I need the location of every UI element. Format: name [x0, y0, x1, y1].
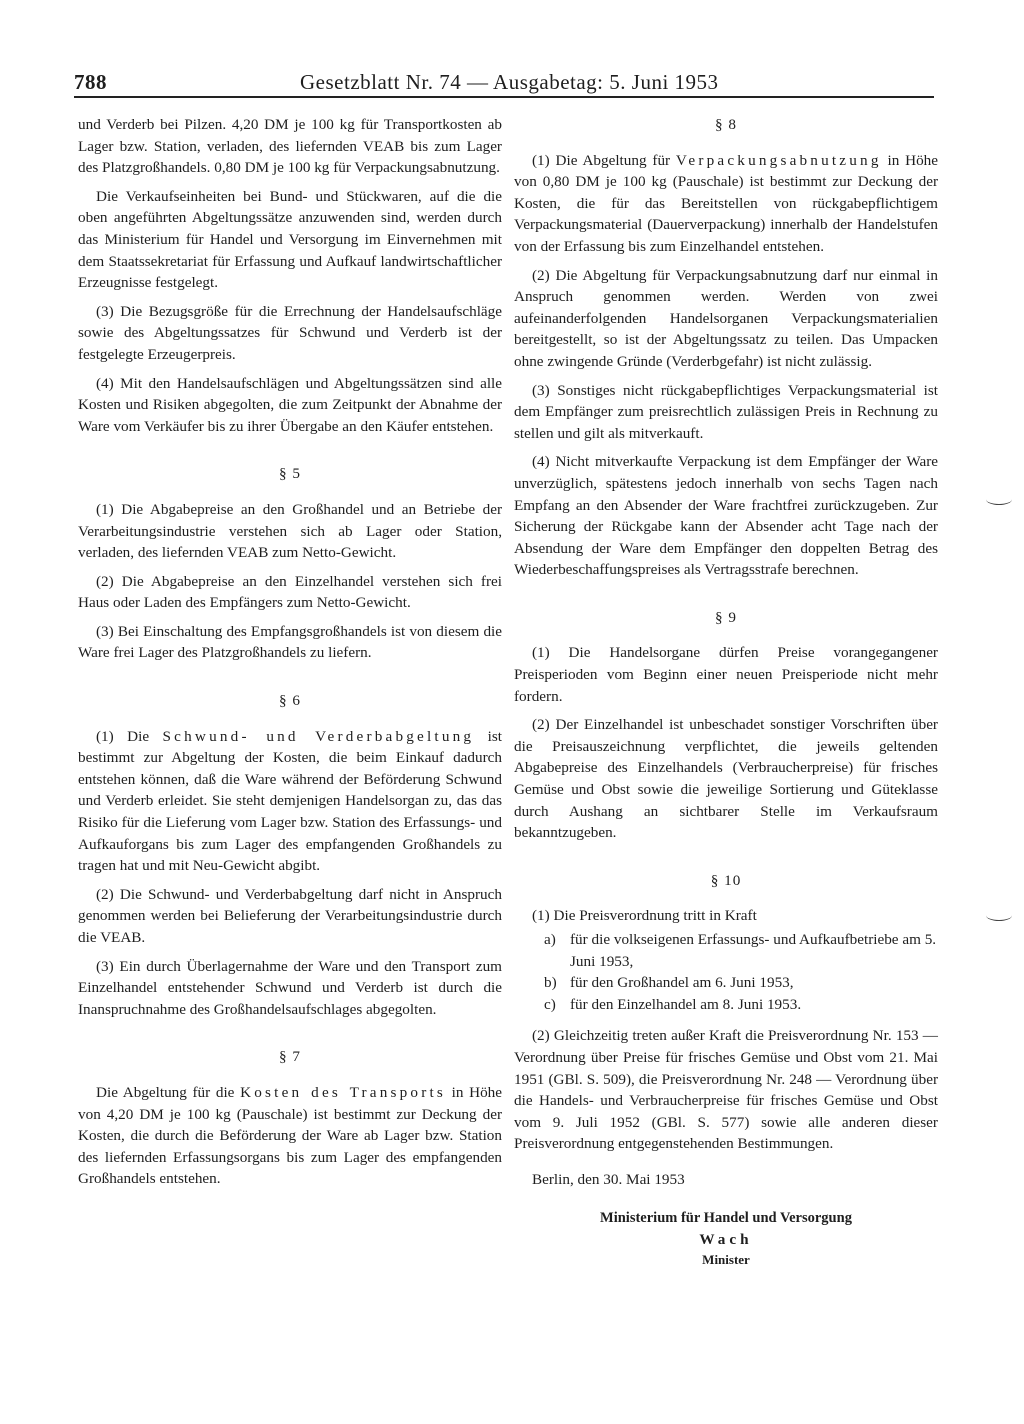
- left-column: [78, 114, 502, 1197]
- margin-mark: [986, 494, 1012, 505]
- paragraph: (2) Der Einzelhandel ist unbeschadet sonstiger Vorschriften über die Preisauszeichnung verpflichtet, die jeweils geltenden Abgabepreise des Einzelhandels (Verbraucherpreise) für frisches Gemüse und Obst sowie die jeweilige Sortierung und Güteklasse durch Aushang an sichtbarer Stelle im Verkaufsraum bekanntzugeben.: [514, 716, 938, 842]
- list-text: für den Großhandel am 6. Juni 1953,: [570, 974, 794, 992]
- text-run: (1) Die: [96, 727, 150, 745]
- right-column: [514, 114, 938, 1269]
- list-item: [544, 972, 938, 994]
- text-run: ist bestimmt zur Abgeltung der Kosten, die beim Einkauf dadurch entstehen können, daß die Ware während der Beförderung Schwund und Verderb erleidet. Sie steht demjenigen Handelsorgan zu, das das Risiko für die Lieferung vom Lager bzw. Station des Erfassungs- und Aufkauforgans bis zum Lager des empfangenden Großhandels zu tragen hat und mit Neu-Gewicht abgibt.: [78, 727, 503, 875]
- spaced-term: Verpackungsabnutzung: [675, 151, 882, 169]
- paragraph: (1) Die Handelsorgane dürfen Preise vorangegangener Preisperioden vom Beginn einer neuen Preisperiode nicht mehr fordern.: [514, 644, 938, 705]
- paragraph: Die Verkaufseinheiten bei Bund- und Stückwaren, auf die die oben angeführten Abgeltungssätze anzuwenden sind, werden durch das Ministerium für Handel und Versorgung im Einvernehmen mit dem Staatssekretariat für Erfassung und Aufkauf landwirtschaftlicher Erzeugnisse festgelegt.: [78, 187, 502, 292]
- signature-name: Wach: [699, 1230, 753, 1248]
- page-header: [74, 70, 934, 98]
- paragraph: [78, 726, 502, 877]
- signature-title: Minister: [702, 1251, 750, 1267]
- paragraph: (4) Nicht mitverkaufte Verpackung ist dem Empfänger der Ware unverzüglich, spätestens jedoch innerhalb von sechs Tagen nach Empfang an den Absender der Ware frachtfrei zurückzugeben. Zur Sicherung der Rückgabe kann der Absender acht Tage nach der Absendung der Ware dem Empfänger den doppelten Betrag des Wiederbeschaffungspreises als Vertragsstrafe berechnen.: [514, 453, 938, 579]
- spaced-term: Schwund- und Verderbabgeltung: [162, 727, 475, 745]
- spaced-term: Kosten des Transports: [240, 1083, 446, 1101]
- section-heading-8: § 8: [715, 116, 737, 133]
- text-run: (1) Die Abgeltung für: [532, 151, 671, 169]
- running-head: Gesetzblatt Nr. 74 — Ausgabetag: 5. Juni 1953: [300, 70, 719, 94]
- paragraph: (2) Die Schwund- und Verderbabgeltung darf nicht in Anspruch genommen werden bei Belieferung der Verarbeitungsindustrie durch die VEAB.: [78, 885, 502, 946]
- header-rule: [74, 96, 934, 98]
- item-list: [532, 929, 938, 1015]
- paragraph: (2) Die Abgeltung für Verpackungsabnutzung darf nur einmal in Anspruch genommen werden. Werden von zwei aufeinanderfolgenden Handelsorganen Verpackungsmaterialien bereitgestellt, so ist der Abgeltungssatz zu teilen. Das Umpacken ohne zwingende Gründe (Verderbgefahr) ist nicht zulässig.: [514, 266, 938, 370]
- paragraph: (1) Die Preisverordnung tritt in Kraft: [532, 907, 757, 925]
- signature-ministry: Ministerium für Handel und Versorgung: [600, 1209, 852, 1226]
- list-item: [544, 929, 938, 972]
- paragraph: (2) Die Abgabepreise an den Einzelhandel verstehen sich frei Haus oder Laden des Empfängers zum Netto-Gewicht.: [78, 572, 502, 612]
- section-heading-7: § 7: [279, 1048, 301, 1066]
- list-text: für die volkseigenen Erfassungs- und Aufkaufbetriebe am 5. Juni 1953,: [570, 931, 937, 970]
- paragraph: [78, 1082, 502, 1190]
- paragraph: (3) Bei Einschaltung des Empfangsgroßhandels ist von diesem die Ware frei Lager des Platzgroßhandels zu liefern.: [78, 622, 502, 662]
- paragraph: (3) Die Bezugsgröße für die Errechnung der Handelsaufschläge sowie des Abgeltungssatzes für Schwund und Verderb ist der festgelegte Erzeugerpreis.: [78, 302, 502, 363]
- text-run: Die Abgeltung für die: [96, 1083, 235, 1101]
- paragraph: (2) Gleichzeitig treten außer Kraft die Preisverordnung Nr. 153 — Verordnung über Preise für frisches Gemüse und Obst vom 21. Mai 1951 (GBl. S. 509), die Preisverordnung Nr. 248 — Verordnung über die Handels- und Verbraucherpreise für frisches Gemüse und Obst vom 9. Juli 1952 (GBl. S. 577) sowie alle anderen dieser Preisverordnung entgegenstehenden Bestimmungen.: [514, 1027, 938, 1153]
- list-marker: b): [544, 974, 557, 992]
- paragraph: (3) Ein durch Überlagernahme der Ware und den Transport zum Einzelhandel entstehender Schwund und Verderb ist durch die Inanspruchnahme des Großhandelsaufschlages abgegolten.: [78, 957, 502, 1018]
- text-run: in Höhe von 4,20 DM je 100 kg (Pauschale) ist bestimmt zur Deckung der Kosten, die durch die Beförderung der Ware ab Lager bzw. Station des liefernden Erfassungsorgans bis zum Lager des empfangenden Großhandels entstehen.: [78, 1083, 503, 1188]
- margin-mark: [986, 910, 1012, 921]
- paragraph: (4) Mit den Handelsaufschlägen und Abgeltungssätzen sind alle Kosten und Risiken abgegolten, die zum Zeitpunkt der Abnahme der Ware vom Verkäufer bis zu ihrer Übergabe an den Käufer entstehen.: [78, 374, 502, 435]
- page-number: 788: [74, 70, 107, 94]
- paragraph: und Verderb bei Pilzen. 4,20 DM je 100 kg für Transportkosten ab Lager bzw. Station, verladen, des liefernden VEAB bis zum Lager des Platzgroßhandels. 0,80 DM je 100 kg für Verpackungsabnutzung.: [78, 116, 502, 177]
- section-heading-5: § 5: [279, 465, 301, 483]
- list-marker: c): [544, 995, 556, 1013]
- section-heading-9: § 9: [715, 608, 737, 626]
- list-item: [544, 994, 938, 1016]
- paragraph: (1) Die Abgabepreise an den Großhandel und an Betriebe der Verarbeitungsindustrie verstehen sich ab Lager oder Station, verladen, des liefernden VEAB zum Netto-Gewicht.: [78, 500, 502, 562]
- signature-date: Berlin, den 30. Mai 1953: [532, 1170, 685, 1188]
- text-run: in Höhe von 0,80 DM je 100 kg (Pauschale) ist bestimmt zur Deckung der Kosten, die für das Bereitstellen von rückgabepflichtigem Verpackungsmaterial (Dauerverpackung) innerhalb der Handelstufen von der Erfassung bis zum Einzelhandel entstehen.: [514, 151, 939, 255]
- paragraph: (3) Sonstiges nicht rückgabepflichtiges Verpackungsmaterial ist dem Empfänger zum preisrechtlich zulässigen Preis in Rechnung zu stellen und gilt als mitverkauft.: [514, 381, 938, 442]
- section-heading-10: § 10: [710, 871, 742, 889]
- list-marker: a): [544, 931, 556, 948]
- list-text: für den Einzelhandel am 8. Juni 1953.: [570, 995, 802, 1013]
- paragraph: [514, 150, 938, 258]
- section-heading-6: § 6: [279, 692, 301, 710]
